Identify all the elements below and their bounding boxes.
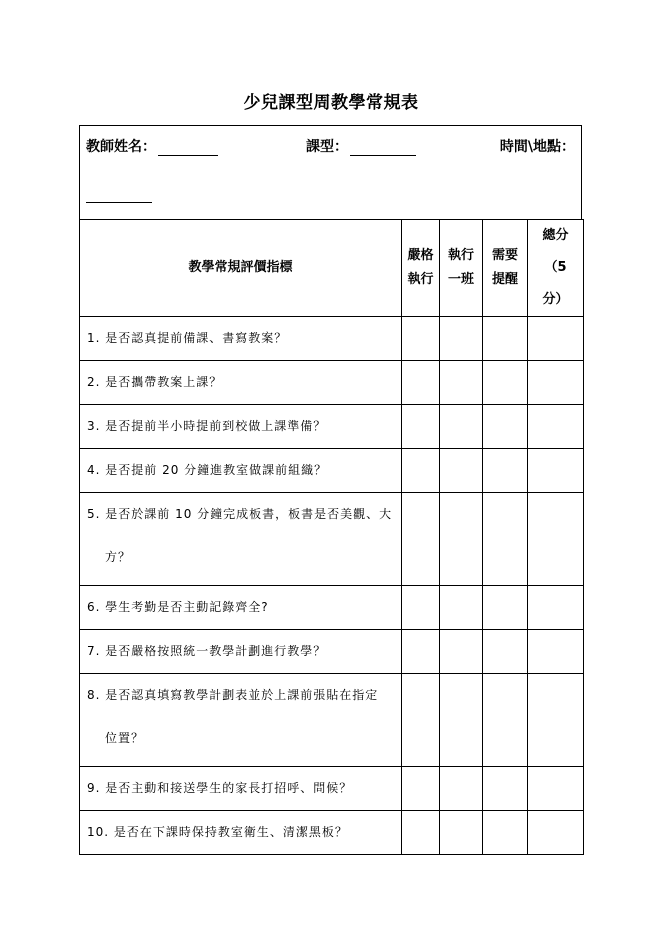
total-score-cell[interactable] [528,811,584,855]
average-score-cell[interactable] [440,361,483,405]
indicator-text: 方？ [105,550,132,564]
table-row [80,811,584,855]
indicator-cell [80,317,402,361]
table-header-row [80,220,584,317]
evaluation-table [79,219,584,855]
table-row [80,767,584,811]
average-score-cell[interactable] [440,811,483,855]
indicator-text: 6. 學生考勤是否主動記錄齊全? [87,600,269,614]
strict-score-cell[interactable] [402,630,440,674]
indicator-cell [80,811,402,855]
table-row [80,630,584,674]
strict-score-cell[interactable] [402,361,440,405]
indicator-cell [80,674,402,767]
reminder-score-cell[interactable] [483,811,528,855]
total-score-cell[interactable] [528,361,584,405]
table-body [80,317,584,855]
table-row [80,674,584,767]
column-header-indicator [80,220,402,317]
indicator-text: 3. 是否提前半小時提前到校做上課準備？ [87,419,327,433]
table-row [80,449,584,493]
average-score-cell[interactable] [440,767,483,811]
teacher-name-field [86,136,218,156]
average-score-cell[interactable] [440,449,483,493]
column-header-line: 提醒 [491,272,518,287]
average-score-cell[interactable] [440,586,483,630]
indicator-text: 9. 是否主動和接送學生的家長打招呼、問候？ [87,781,353,795]
column-header-reminder [483,220,528,317]
strict-score-cell[interactable] [402,674,440,767]
strict-score-cell[interactable] [402,493,440,586]
average-score-cell[interactable] [440,493,483,586]
average-score-cell[interactable] [440,317,483,361]
reminder-score-cell[interactable] [483,630,528,674]
total-score-cell[interactable] [528,767,584,811]
total-score-cell[interactable] [528,630,584,674]
indicator-cell [80,449,402,493]
total-score-cell[interactable] [528,674,584,767]
teacher-name-label: 教師姓名： [86,139,156,155]
table-row [80,361,584,405]
header-info-box [79,125,582,220]
total-score-cell[interactable] [528,405,584,449]
column-header-line: 執行 [447,248,474,263]
reminder-score-cell[interactable] [483,767,528,811]
strict-score-cell[interactable] [402,586,440,630]
indicator-text: 1. 是否認真提前備課、書寫教案？ [87,331,288,345]
indicator-text: 2. 是否攜帶教案上課？ [87,375,223,389]
indicator-cell [80,767,402,811]
column-header-line: 一班 [447,272,474,287]
reminder-score-cell[interactable] [483,674,528,767]
indicator-text: 位置？ [105,731,145,745]
total-score-cell[interactable] [528,586,584,630]
reminder-score-cell[interactable] [483,586,528,630]
column-header-line: 嚴格 [407,248,434,263]
indicator-text: 10. 是否在下課時保持教室衛生、清潔黑板？ [87,825,348,839]
time-place-field [500,136,575,156]
table-row [80,317,584,361]
average-score-cell[interactable] [440,630,483,674]
table-row [80,493,584,586]
course-type-label: 課型： [306,139,348,155]
column-header-line: 教學常規評價指標 [188,260,293,275]
indicator-text: 7. 是否嚴格按照統一教學計劃進行教學？ [87,644,327,658]
strict-score-cell[interactable] [402,405,440,449]
column-header-strict [402,220,440,317]
indicator-cell [80,361,402,405]
column-header-line: （5 [544,260,567,275]
column-header-average [440,220,483,317]
reminder-score-cell[interactable] [483,317,528,361]
column-header-line: 總分 [542,228,569,243]
indicator-cell [80,493,402,586]
reminder-score-cell[interactable] [483,449,528,493]
strict-score-cell[interactable] [402,767,440,811]
course-type-blank [350,141,416,156]
column-header-line: 分） [542,292,569,307]
course-type-field [306,136,416,156]
teacher-name-blank [158,141,218,156]
average-score-cell[interactable] [440,674,483,767]
average-score-cell[interactable] [440,405,483,449]
time-place-blank [86,188,152,203]
indicator-text: 4. 是否提前 20 分鐘進教室做課前組織？ [87,463,328,477]
indicator-cell [80,405,402,449]
table-row [80,586,584,630]
reminder-score-cell[interactable] [483,405,528,449]
page-title: 少兒課型周教學常規表 [243,93,419,113]
table-row [80,405,584,449]
indicator-text: 5. 是否於課前 10 分鐘完成板書，板書是否美觀、大 [87,507,393,521]
column-header-line: 需要 [491,248,518,263]
indicator-text: 8. 是否認真填寫教學計劃表並於上課前張貼在指定 [87,688,379,702]
strict-score-cell[interactable] [402,317,440,361]
strict-score-cell[interactable] [402,811,440,855]
reminder-score-cell[interactable] [483,493,528,586]
reminder-score-cell[interactable] [483,361,528,405]
strict-score-cell[interactable] [402,449,440,493]
time-place-label: 時間\地點： [499,139,575,155]
column-header-score [528,220,584,317]
total-score-cell[interactable] [528,493,584,586]
column-header-line: 執行 [407,272,434,287]
indicator-cell [80,586,402,630]
total-score-cell[interactable] [528,317,584,361]
indicator-cell [80,630,402,674]
total-score-cell[interactable] [528,449,584,493]
